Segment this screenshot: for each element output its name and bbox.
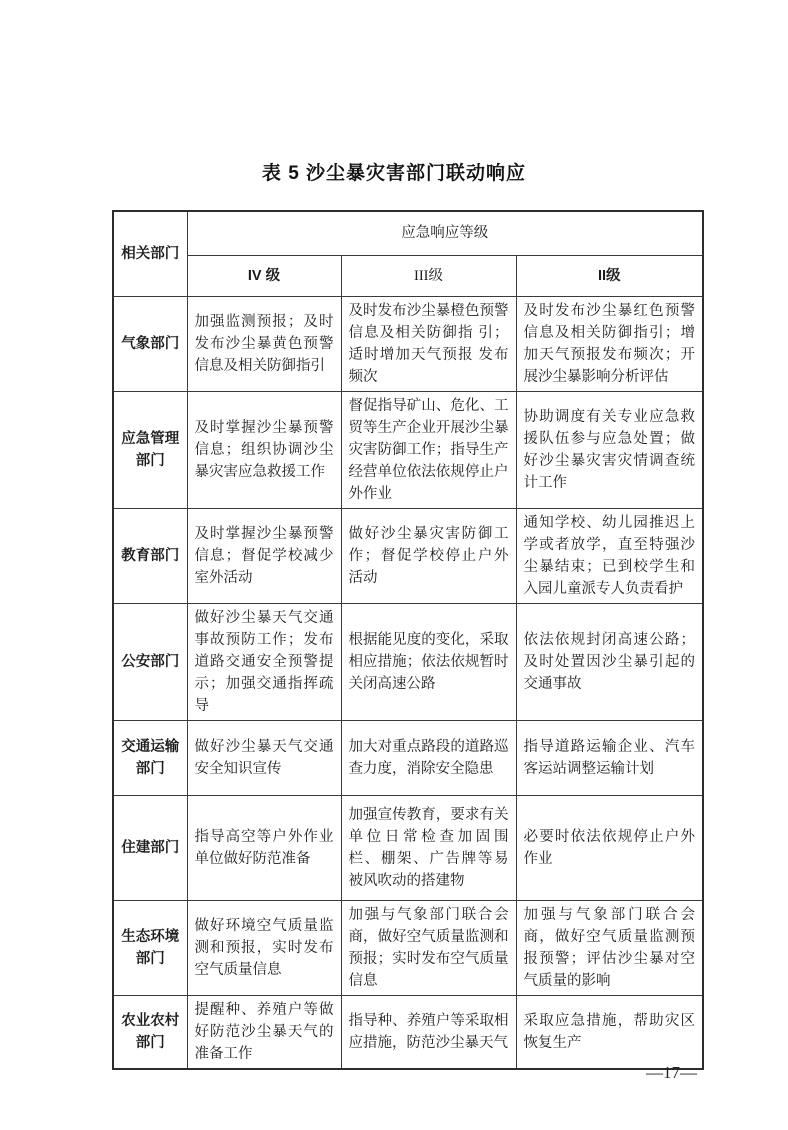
cell-level2: 协助调度有关专业应急救援队伍参与应急处置；做好沙尘暴灾害灾情调查统计工作 — [516, 391, 703, 508]
cell-level4: 及时掌握沙尘暴预警信息；督促学校减少室外活动 — [187, 508, 341, 603]
department-name: 教育部门 — [113, 508, 187, 603]
cell-level4: 提醒种、养殖户等做好防范沙尘暴天气的准备工作 — [187, 995, 341, 1069]
department-name: 气象部门 — [113, 296, 187, 391]
cell-level4: 做好沙尘暴天气交通安全知识宣传 — [187, 720, 341, 795]
cell-level4: 指导高空等户外作业单位做好防范准备 — [187, 795, 341, 900]
cell-level2: 指导道路运输企业、汽车客运站调整运输计划 — [516, 720, 703, 795]
cell-level4: 加强监测预报；及时发布沙尘暴黄色预警信息及相关防御指引 — [187, 296, 341, 391]
department-name: 住建部门 — [113, 795, 187, 900]
header-level-4: IV 级 — [187, 255, 341, 296]
cell-level2: 采取应急措施，帮助灾区恢复生产 — [516, 995, 703, 1069]
table-header-row-group — [113, 211, 703, 255]
table-title: 表 5 沙尘暴灾害部门联动响应 — [261, 163, 527, 184]
cell-level3: 做好沙尘暴灾害防御工 作；督促学校停止户外 活动 — [341, 508, 516, 603]
table-row-housing-construction — [113, 795, 703, 900]
cell-level2: 及时发布沙尘暴红色预警信息及相关防御指引；增加天气预报发布频次；开展沙尘暴影响分析评估 — [516, 296, 703, 391]
header-response-level-group: 应急响应等级 — [187, 211, 703, 255]
table-row-emergency-management — [113, 391, 703, 508]
cell-level4: 及时掌握沙尘暴预警信息；组织协调沙尘暴灾害应急救援工作 — [187, 391, 341, 508]
page-number: —17— — [646, 1063, 697, 1082]
header-level-2: II级 — [516, 255, 703, 296]
header-related-departments: 相关部门 — [113, 211, 187, 296]
cell-level2: 依法依规封闭高速公路；及时处置因沙尘暴引起的交通事故 — [516, 603, 703, 720]
cell-level2: 必要时依法依规停止户外 作业 — [516, 795, 703, 900]
cell-level4: 做好环境空气质量监测和预报，实时发布空气质量信息 — [187, 900, 341, 995]
header-level-3: III级 — [341, 255, 516, 296]
department-name: 交通运输部门 — [113, 720, 187, 795]
department-name: 应急管理部门 — [113, 391, 187, 508]
cell-level3: 及时发布沙尘暴橙色预警信息及相关防御指 引；适时增加天气预报 发布频次 — [341, 296, 516, 391]
department-name: 公安部门 — [113, 603, 187, 720]
table-row-agriculture-rural — [113, 995, 703, 1069]
cell-level3: 加强与气象部门联合会商，做好空气质量监测和预报；实时发布空气质量信息 — [341, 900, 516, 995]
table-row-ecology-environment — [113, 900, 703, 995]
cell-level3: 加强宣传教育，要求有关单位日常检查加固围 栏、棚架、广告牌等易 被风吹动的搭建物 — [341, 795, 516, 900]
cell-level2: 通知学校、幼儿园推迟上学或者放学，直至特强沙尘暴结束；已到校学生和入园儿童派专人负责看护 — [516, 508, 703, 603]
cell-level3: 指导种、养殖户等采取相应措施，防范沙尘暴天气 — [341, 995, 516, 1069]
table-row-meteorology — [113, 296, 703, 391]
table-header-row-levels — [113, 255, 703, 296]
cell-level2: 加强与气象部门联合会商，做好空气质量监测预报预警；评估沙尘暴对空气质量的影响 — [516, 900, 703, 995]
table-row-transportation — [113, 720, 703, 795]
department-name: 农业农村部门 — [113, 995, 187, 1069]
cell-level3: 根据能见度的变化，采取相应措施；依法依规暂时关闭高速公路 — [341, 603, 516, 720]
cell-level4: 做好沙尘暴天气交通事故预防工作；发布道路交通安全预警提示；加强交通指挥疏导 — [187, 603, 341, 720]
cell-level3: 督促指导矿山、危化、工贸等生产企业开展沙尘暴灾害防御工作；指导生产经营单位依法依规停止户外作业 — [341, 391, 516, 508]
department-name: 生态环境部门 — [113, 900, 187, 995]
table-row-education — [113, 508, 703, 603]
department-response-table — [112, 210, 704, 1070]
cell-level3: 加大对重点路段的道路巡查力度，消除安全隐患 — [341, 720, 516, 795]
table-row-public-security — [113, 603, 703, 720]
